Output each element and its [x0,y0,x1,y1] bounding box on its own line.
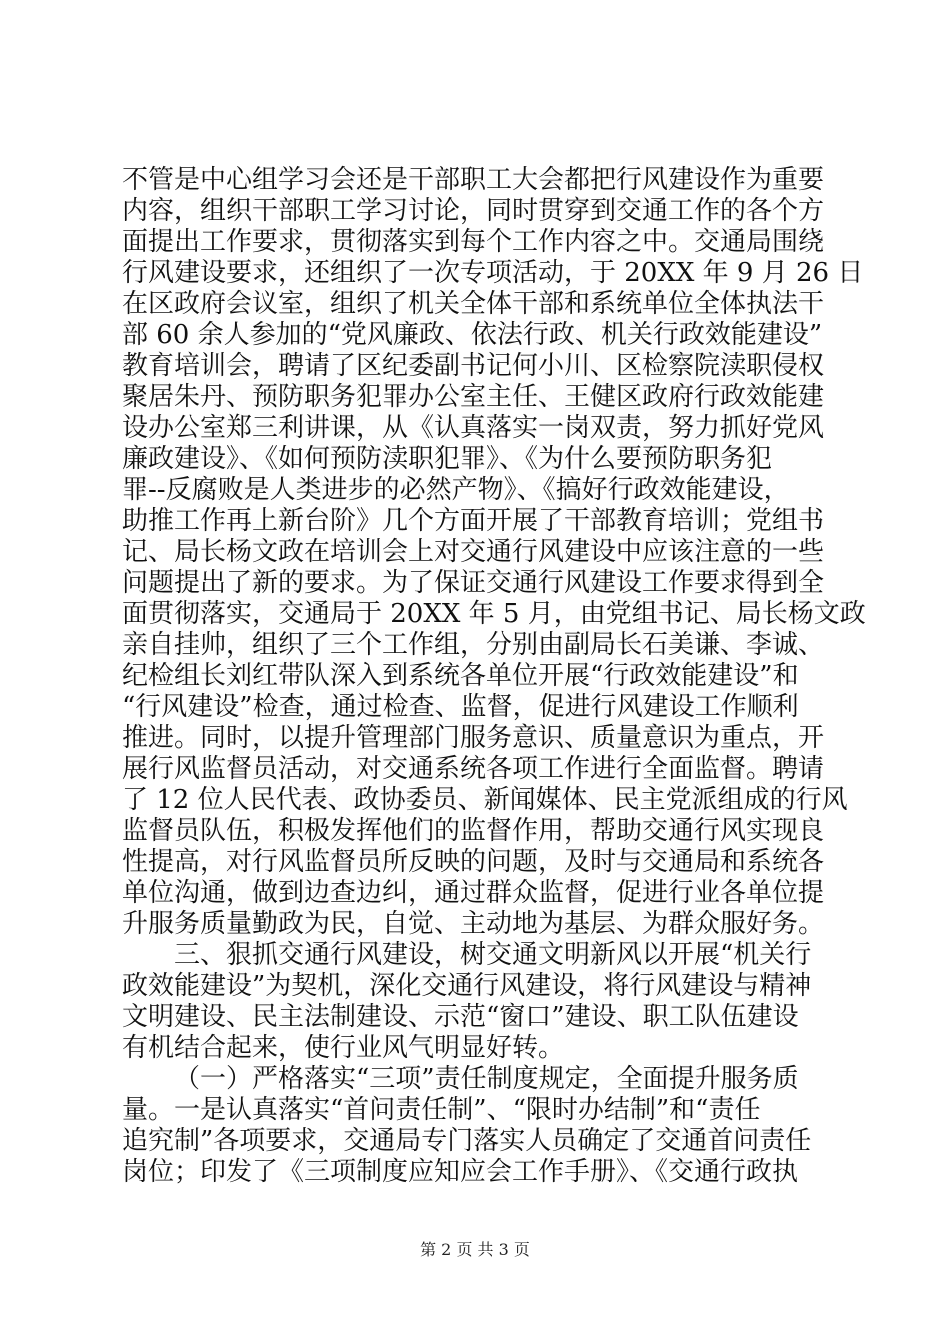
text-line: 有机结合起来，使行业风气明显好转。 [122,1033,565,1063]
text-line: 单位沟通，做到边查边纠，通过群众监督，促进行业各单位提 [122,878,825,908]
text-line: 纪检组长刘红带队深入到系统各单位开展“行政效能建设”和 [122,661,799,691]
text-line: 面提出工作要求，贯彻落实到每个工作内容之中。交通局围绕 [122,227,825,257]
text-line: 文明建设、民主法制建设、示范“窗口”建设、职工队伍建设 [122,1002,799,1032]
text-line: “行风建设”检查，通过检查、监督，促进行风建设工作顺利 [122,692,799,722]
text-line: 教育培训会，聘请了区纪委副书记何小川、区检察院渎职侵权 [122,351,825,381]
text-line: 助推工作再上新台阶》几个方面开展了干部教育培训；党组书 [122,506,825,536]
text-line: 在区政府会议室，组织了机关全体干部和系统单位全体执法干 [122,289,825,319]
text-line: 部 60 余人参加的“党风廉政、依法行政、机关行政效能建设” [122,320,823,350]
page-number-footer: 第 2 页 共 3 页 [420,1240,530,1259]
text-line: 亲自挂帅，组织了三个工作组，分别由副局长石美谦、李诚、 [122,630,825,660]
text-line: 内容，组织干部职工学习讨论，同时贯穿到交通工作的各个方 [122,196,825,226]
text-line: 监督员队伍，积极发挥他们的监督作用，帮助交通行风实现良 [122,816,825,846]
section-heading-line: 三、狠抓交通行风建设，树交通文明新风以开展“机关行 [174,940,812,970]
text-line: 升服务质量勤政为民，自觉、主动地为基层、为群众服好务。 [122,909,825,939]
text-line: 追究制”各项要求，交通局专门落实人员确定了交通首问责任 [122,1126,812,1156]
text-line: 推进。同时，以提升管理部门服务意识、质量意识为重点，开 [122,723,825,753]
text-line: 行风建设要求，还组织了一次专项活动，于 20XX 年 9 月 26 日 [122,258,864,288]
text-line: 问题提出了新的要求。为了保证交通行风建设工作要求得到全 [122,568,825,598]
text-line: 不管是中心组学习会还是干部职工大会都把行风建设作为重要 [122,165,825,195]
text-line: 量。一是认真落实“首问责任制”、“限时办结制”和“责任 [122,1095,761,1125]
text-line: 聚居朱丹、预防职务犯罪办公室主任、王健区政府行政效能建 [122,382,825,412]
text-line: 廉政建设》、《如何预防渎职犯罪》、《为什么要预防职务犯 [122,444,773,474]
text-line: 岗位；印发了《三项制度应知应会工作手册》、《交通行政执 [122,1157,799,1187]
text-line: 展行风监督员活动，对交通系统各项工作进行全面监督。聘请 [122,754,825,784]
subsection-heading-line: （一）严格落实“三项”责任制度规定，全面提升服务质 [174,1064,799,1094]
text-line: 设办公室郑三利讲课，从《认真落实一岗双责，努力抓好党风 [122,413,825,443]
text-line: 了 12 位人民代表、政协委员、新闻媒体、民主党派组成的行风 [122,785,848,815]
text-line: 面贯彻落实，交通局于 20XX 年 5 月，由党组书记、局长杨文政 [122,599,866,629]
text-line: 罪--反腐败是人类进步的必然产物》、《搞好行政效能建设， [122,475,790,505]
text-line: 记、局长杨文政在培训会上对交通行风建设中应该注意的一些 [122,537,825,567]
text-line: 性提高，对行风监督员所反映的问题，及时与交通局和系统各 [122,847,825,877]
text-line: 政效能建设”为契机，深化交通行风建设，将行风建设与精神 [122,971,812,1001]
